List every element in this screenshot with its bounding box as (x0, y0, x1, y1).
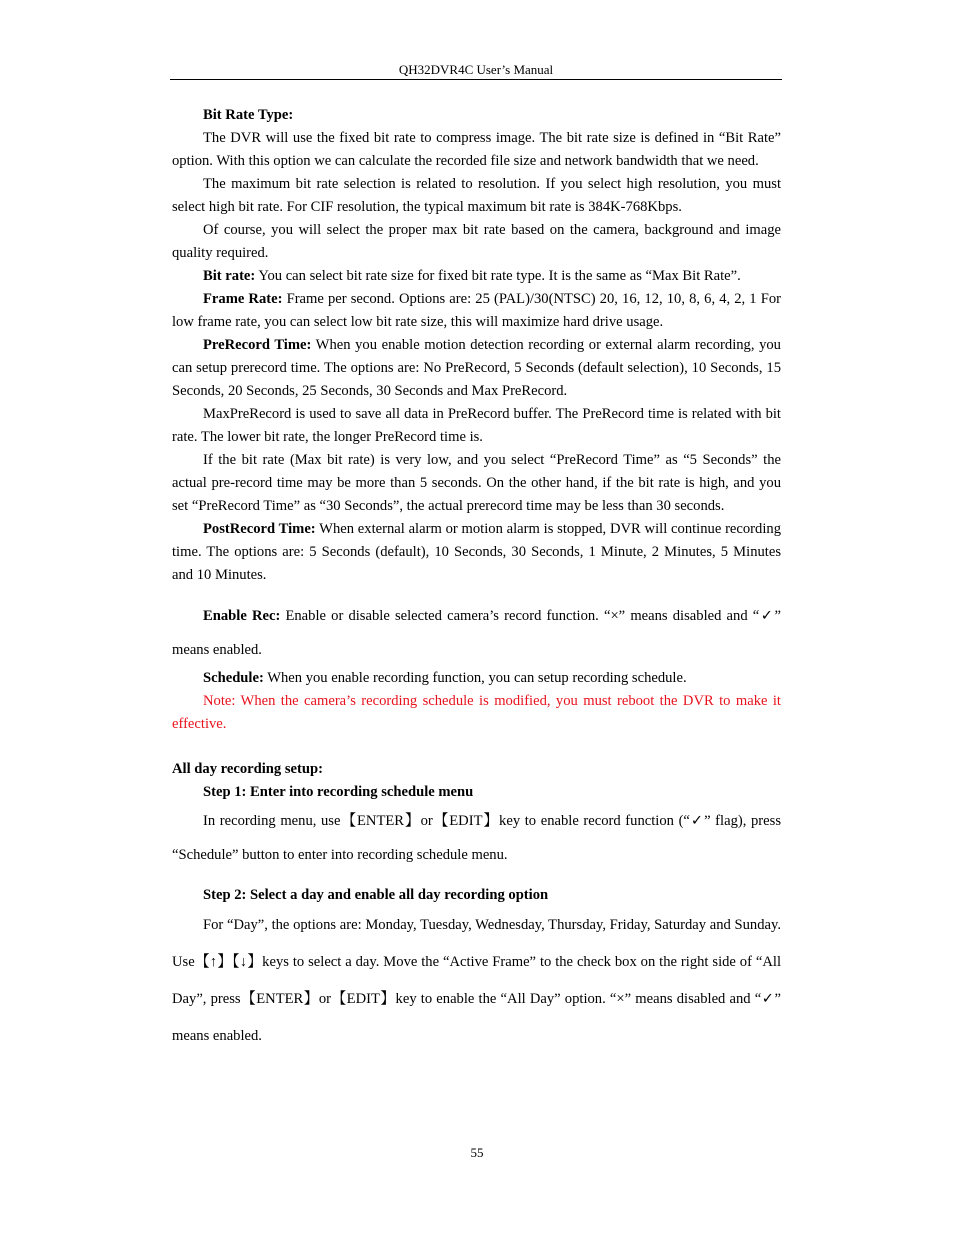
postrecord-paragraph: PostRecord Time: When external alarm or motion alarm is stopped, DVR will continue recording time. The options are: 5 Seconds (default), 10 Seconds, 30 Seconds, 1 Minute, 2 Minutes, 5 Minutes and 10 Minutes. (172, 521, 781, 583)
enable-rec-paragraph: Enable Rec: Enable or disable selected camera’s record function. “×” means disabled and “✓” means enabled. (172, 608, 781, 658)
enable-rec-label: Enable Rec: (203, 608, 281, 624)
step-2-title: Step 2: Select a day and enable all day recording option (203, 887, 549, 903)
bit-rate-label: Bit rate: (203, 268, 256, 284)
page-body (172, 104, 781, 1055)
schedule-paragraph: Schedule: When you enable recording function, you can setup recording schedule. (203, 670, 687, 686)
step-1-title: Step 1: Enter into recording schedule menu (203, 784, 474, 800)
max-prerecord-paragraph: MaxPreRecord is used to save all data in PreRecord buffer. The PreRecord time is related with bit rate. The lower bit rate, the longer PreRecord time is. (172, 406, 781, 445)
bit-rate-type-heading: Bit Rate Type: (203, 107, 294, 123)
step-2-text: For “Day”, the options are: Monday, Tuesday, Wednesday, Thursday, Friday, Saturday and Sunday. Use【↑】【↓】keys to select a day. Move the “Active Frame” to the check box on the right side of “All Day”, press【ENTER】or【EDIT】key to enable the “All Day” option. “×” means disabled and “✓” means enabled. (172, 917, 781, 1044)
bit-rate-paragraph: Bit rate: You can select bit rate size for fixed bit rate type. It is the same as “Max Bit Rate”. (203, 268, 741, 284)
running-header: QH32DVR4C User’s Manual (398, 62, 554, 77)
frame-rate-paragraph: Frame Rate: Frame per second. Options are: 25 (PAL)/30(NTSC) 20, 16, 12, 10, 8, 6, 4, 2, 1 For low frame rate, you can select low bit rate size, this will maximize hard drive usage. (172, 291, 781, 330)
page-number: 55 (470, 1145, 484, 1160)
prerecord-bitrate-paragraph: If the bit rate (Max bit rate) is very low, and you select “PreRecord Time” as “5 Seconds” the actual pre-record time may be more than 5 seconds. On the other hand, if the bit rate is high, and you set “PreRecord Time” as “30 Seconds”, the actual prerecord time may be less than 30 seconds. (172, 452, 781, 514)
prerecord-paragraph: PreRecord Time: When you enable motion detection recording or external alarm recording, you can setup prerecord time. The options are: No PreRecord, 5 Seconds (default selection), 10 Seconds, 15 Seconds, 20 Seconds, 25 Seconds, 30 Seconds and Max PreRecord. (172, 337, 781, 399)
postrecord-label: PostRecord Time: (203, 521, 316, 537)
all-day-heading: All day recording setup: (172, 761, 323, 777)
bit-rate-type-paragraph-1: The DVR will use the fixed bit rate to compress image. The bit rate size is defined in “Bit Rate” option. With this option we can calculate the recorded file size and network bandwidth that we need. (172, 130, 781, 169)
bit-rate-type-paragraph-3: Of course, you will select the proper max bit rate based on the camera, background and image quality required. (172, 222, 781, 261)
frame-rate-label: Frame Rate: (203, 291, 283, 307)
header-rule (170, 79, 782, 80)
bit-rate-type-paragraph-2: The maximum bit rate selection is related to resolution. If you select high resolution, you must select high bit rate. For CIF resolution, the typical maximum bit rate is 384K-768Kbps. (172, 176, 781, 215)
schedule-label: Schedule: (203, 670, 264, 686)
reboot-note: Note: When the camera’s recording schedule is modified, you must reboot the DVR to make it effective. (172, 693, 781, 732)
step-1-text: In recording menu, use【ENTER】or【EDIT】key to enable record function (“✓” flag), press “Schedule” button to enter into recording schedule menu. (172, 813, 781, 863)
prerecord-label: PreRecord Time: (203, 337, 312, 353)
